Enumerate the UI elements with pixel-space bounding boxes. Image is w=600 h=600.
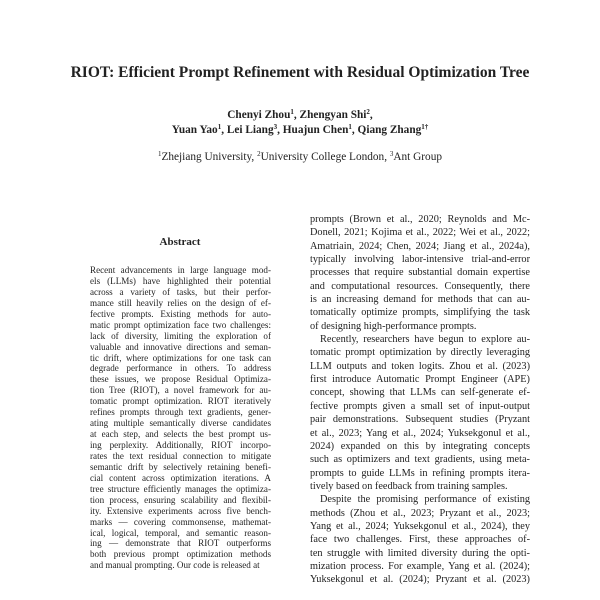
author-name: Lei Liang: [226, 124, 274, 136]
body-line: mization process. For example, Yang et al. (2024);: [310, 560, 530, 572]
author-affiliation-mark: 1: [290, 108, 294, 116]
abstract-line: both previous prompt optimization methods: [90, 549, 271, 560]
affiliation-separator: ,: [251, 151, 258, 163]
abstract-line: ing — demonstrate that RIOT outperforms: [90, 538, 271, 549]
affiliation-mark: 3: [389, 150, 394, 158]
abstract-line: ity. Extensive experiments across five bench-: [90, 505, 271, 516]
body-line: 2024) expanded on this by integrating concepts: [310, 440, 530, 452]
body-line: face two challenges. First, these approaches of-: [310, 534, 530, 546]
abstract-line: lack of diversity, limiting the exploration of: [90, 330, 271, 341]
abstract-heading: Abstract: [159, 236, 201, 248]
author-affiliation-mark: 1†: [421, 123, 429, 131]
author-line-2: [0, 123, 600, 138]
author-name: Huajun Chen: [282, 124, 349, 136]
abstract-line: els (LLMs) have highlighted their potential: [90, 275, 271, 286]
abstract-line: degrade performance in others. To address: [90, 363, 271, 374]
body-line: prompts to guide LLMs in refining prompts itera-: [310, 467, 530, 479]
paper-title: RIOT: Efficient Prompt Refinement with Residual Optimization Tree: [70, 64, 530, 81]
author-separator: ,: [369, 109, 373, 121]
author-name: Qiang Zhang: [357, 124, 422, 136]
abstract-line: mance still heavily relies on the design of ef-: [90, 297, 271, 308]
abstract-line: valuable and innovative directions and seman-: [90, 341, 271, 352]
affiliation-name: Zhejiang University: [161, 151, 252, 163]
body-line: and computational resources. Consequently, there: [310, 280, 530, 292]
body-line: first introduce Automatic Prompt Engineer (APE): [310, 374, 530, 386]
abstract-line: across a variety of tasks, but their perfor-: [90, 286, 271, 297]
author-affiliation-mark: 2: [366, 108, 370, 116]
body-line: Recently, researchers have begun to explore au-: [320, 334, 530, 346]
body-column: [310, 213, 530, 587]
abstract-line: tion process, ensuring scalability and flexibil-: [90, 494, 271, 505]
abstract-line: these issues, we propose Residual Optimiza-: [90, 374, 271, 385]
body-line: ten struggle with limited diversity during the opti-: [310, 547, 530, 559]
abstract-text: [90, 265, 271, 571]
affiliation-name: University College London: [260, 151, 385, 163]
body-line: et al., 2023; Yang et al., 2024; Yuksekgonul et al.,: [310, 427, 530, 439]
body-line: LLM outputs and token logits. Zhou et al. (2023): [310, 360, 530, 372]
abstract-line: tion Tree (RIOT), a novel framework for au-: [90, 385, 271, 396]
abstract-line: tic drift, where optimizations for one task can: [90, 352, 271, 363]
abstract-line: ical, logical, temporal, and semantic reason-: [90, 527, 271, 538]
abstract-line: at each step, and selects the best prompt us-: [90, 429, 271, 440]
author-affiliation-mark: 1: [217, 123, 222, 131]
author-separator: ,: [277, 124, 283, 136]
body-line: concept, showing that LLMs can self-generate ef-: [310, 387, 530, 399]
author-separator: ,: [221, 124, 227, 136]
abstract-line: cial content across optimization iterations. A: [90, 472, 271, 483]
body-line: is an increasing demand for methods that can au-: [310, 294, 530, 306]
author-block: [0, 108, 600, 138]
abstract-line: refines prompts through text gradients, gener-: [90, 407, 271, 418]
abstract-line: ating multiple semantically diverse candidates: [90, 418, 271, 429]
body-line: typically involving labor-intensive trial-and-error: [310, 254, 530, 266]
affiliations: [0, 150, 600, 165]
body-line: Donell, 2021; Kojima et al., 2022; Wei et al., 2022;: [310, 227, 530, 239]
body-line: tomatic prompt optimization by directly leveraging: [310, 347, 530, 359]
abstract-line: semantic drift by selectively retaining benefi-: [90, 461, 271, 472]
author-affiliation-mark: 3: [273, 123, 278, 131]
affiliation-name: Ant Group: [393, 151, 442, 163]
author-name: Chenyi Zhou: [227, 109, 291, 121]
body-line: tively based on feedback from training samples.: [310, 480, 508, 492]
author-name: Zhengyan Shi: [299, 109, 367, 121]
body-line: pair demonstrations. Subsequent studies (Pryzant: [310, 414, 530, 426]
body-line: prompts (Brown et al., 2020; Reynolds and Mc-: [310, 214, 530, 225]
author-name: Yuan Yao: [171, 124, 218, 136]
body-line: Yang et al., 2024; Yuksekgonul et al., 2024), they: [310, 520, 530, 532]
affiliation-separator: ,: [384, 151, 390, 163]
abstract-line: tree structure efficiently manages the optimiza-: [90, 483, 271, 494]
abstract-line: matic prompt optimization face two challenges:: [90, 319, 271, 330]
abstract-line: and manual prompting. Our code is released at: [90, 560, 260, 571]
abstract-line: fective prompts. Existing methods for auto-: [90, 308, 271, 319]
body-line: such as optimizers and text gradients, using meta-: [310, 454, 530, 466]
body-line: of designing high-performance prompts.: [310, 320, 477, 332]
body-line: Despite the promising performance of existing: [320, 494, 530, 506]
abstract-line: tomatic prompt optimization. RIOT iteratively: [90, 396, 271, 407]
body-line: fective prompts given a small set of input-output: [310, 400, 530, 412]
body-line: methods (Zhou et al., 2023; Pryzant et al., 2023;: [310, 507, 530, 519]
body-line: processes that require substantial domain expertise: [310, 267, 530, 279]
author-affiliation-mark: 1: [348, 123, 352, 131]
author-separator: ,: [351, 124, 358, 136]
author-line-1: [0, 108, 600, 123]
abstract-line: ing perplexity. Additionally, RIOT incorpo-: [90, 440, 271, 450]
affiliation-mark: 2: [257, 150, 261, 158]
abstract-line: Recent advancements in large language mod-: [90, 265, 271, 275]
author-separator: ,: [293, 109, 300, 121]
body-line: tomatically optimize prompts, simplifying the task: [310, 307, 530, 319]
body-line: Yuksekgonul et al. (2024); Pryzant et al. (2023): [310, 574, 530, 586]
abstract-line: marks — covering commonsense, mathemat-: [90, 516, 271, 527]
affiliation-mark: 1: [157, 150, 162, 158]
abstract-line: rates the text residual connection to mitigate: [90, 450, 271, 461]
body-line: Amatriain, 2024; Chen, 2024; Jiang et al., 2024a),: [310, 240, 530, 252]
